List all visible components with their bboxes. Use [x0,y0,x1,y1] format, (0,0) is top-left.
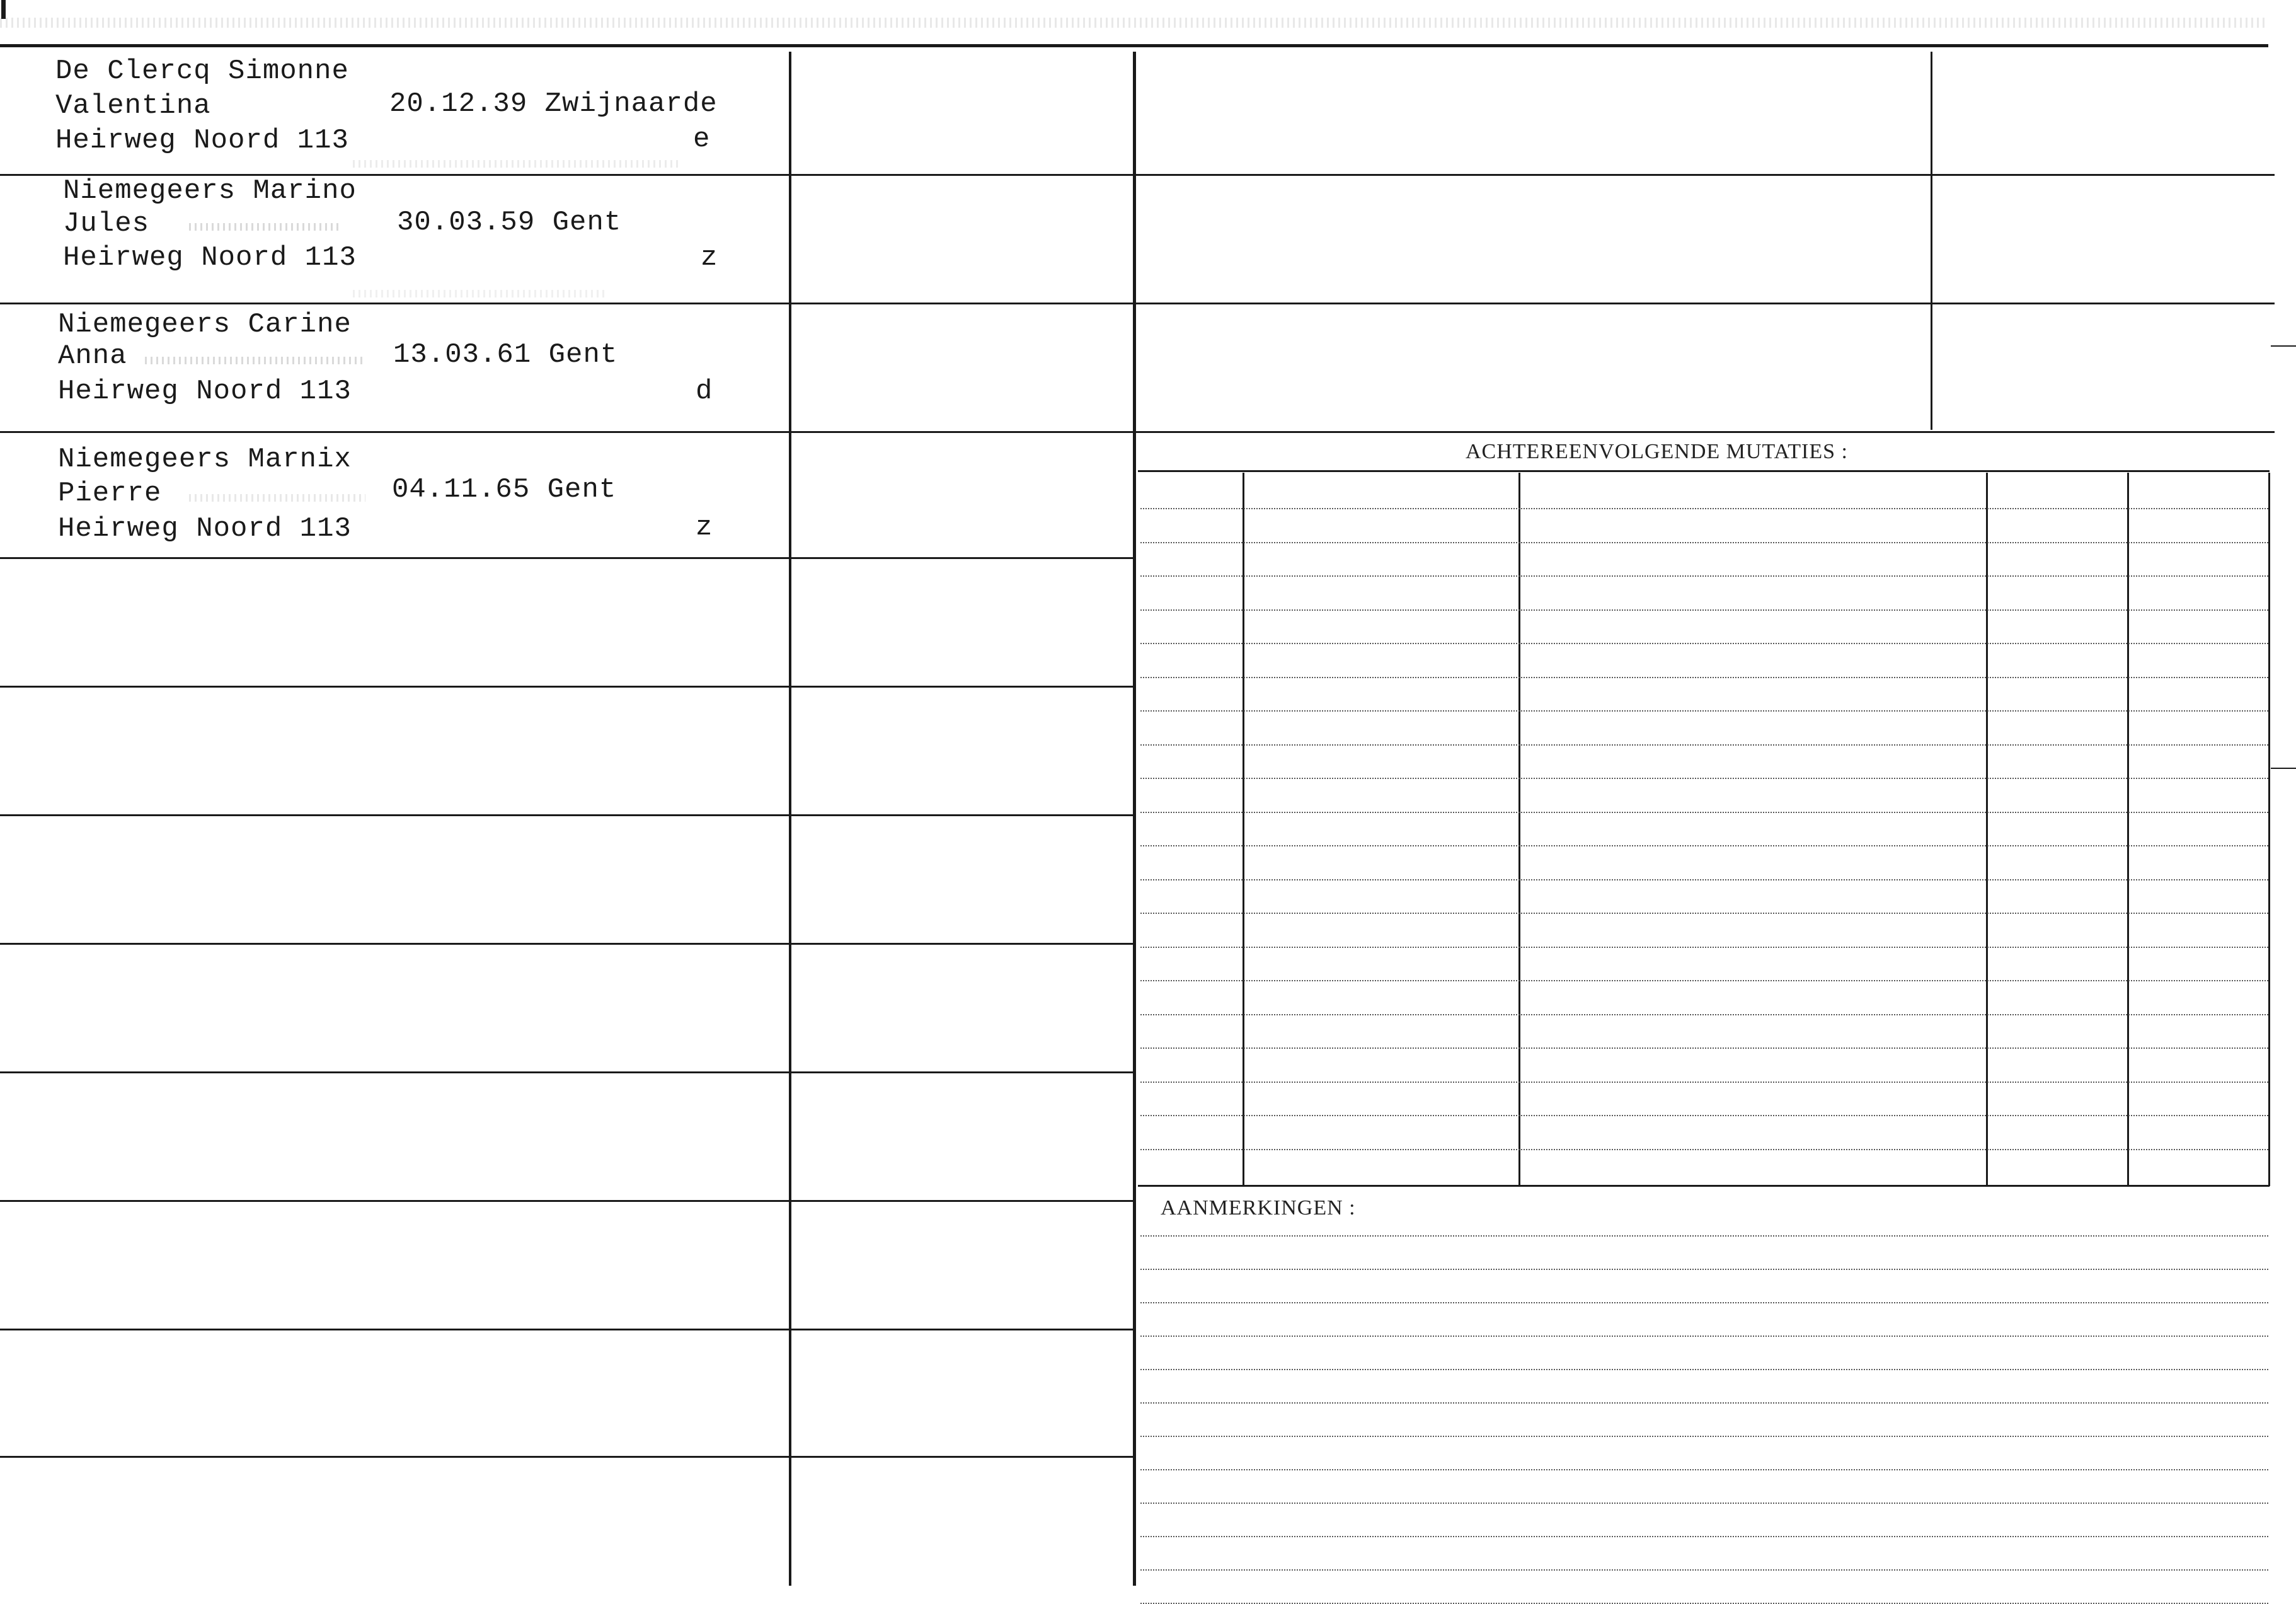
mutation-ruled-line [1140,879,2268,880]
record-name: Niemegeers Carine [58,309,352,340]
mutation-ruled-line [1140,812,2268,813]
mutations-col-line [2268,473,2270,1186]
mutation-ruled-line [1140,710,2268,712]
mutation-ruled-line [1140,1149,2268,1150]
stamp-smudge [189,223,340,231]
row-line [0,1456,1134,1458]
row-line [0,1329,1134,1330]
mutation-ruled-line [1140,1014,2268,1015]
row-line [0,814,1134,816]
remark-ruled-line [1140,1302,2268,1303]
mutation-ruled-line [1140,609,2268,611]
top-border [0,44,2268,47]
remark-ruled-line [1140,1369,2268,1370]
mutation-ruled-line [1140,575,2268,577]
record-birth: 20.12.39 Zwijnaarde [389,88,718,120]
record-given-name: Anna [58,340,127,372]
record-given-name: Valentina [55,90,211,122]
remark-ruled-line [1140,1336,2268,1337]
edge-tick [2271,345,2296,347]
column-divider-1 [789,52,791,1586]
record-code: e [693,124,710,155]
remark-ruled-line [1140,1402,2268,1404]
mutations-col-line [1243,473,1244,1186]
remark-ruled-line [1140,1469,2268,1470]
mutations-col-line [1986,473,1988,1186]
column-divider-2 [1133,52,1136,1586]
record-name: Niemegeers Marnix [58,444,352,475]
record-code: z [701,242,718,274]
record-code: z [696,512,713,543]
mutation-ruled-line [1140,778,2268,779]
record-code: d [696,376,713,407]
mutation-ruled-line [1140,845,2268,846]
remark-ruled-line [1140,1235,2268,1237]
remarks-heading: AANMERKINGEN : [1161,1196,1356,1220]
mutation-ruled-line [1140,913,2268,914]
record-address: Heirweg Noord 113 [58,376,352,407]
record-address: Heirweg Noord 113 [63,242,357,274]
row-line [0,431,2275,433]
stamp-smudge [145,357,365,364]
mutations-bottom-border [1138,1185,2270,1187]
record-name: De Clercq Simonne [55,55,349,87]
right-row-line [1134,303,2275,304]
mutation-ruled-line [1140,744,2268,746]
remark-ruled-line [1140,1536,2268,1537]
mutations-col-line [1518,473,1520,1186]
record-birth: 13.03.61 Gent [393,339,618,371]
record-address: Heirweg Noord 113 [58,513,352,545]
mutation-ruled-line [1140,677,2268,678]
row-line [0,1200,1134,1202]
mutations-top-border [1138,470,2270,472]
right-row-line [1134,174,2275,176]
record-name: Niemegeers Marino [63,175,357,207]
mutation-ruled-line [1140,980,2268,981]
row-line [0,557,1134,559]
mutation-ruled-line [1140,542,2268,543]
row-line [0,686,1134,688]
mutation-ruled-line [1140,508,2268,509]
mutation-ruled-line [1140,947,2268,948]
remark-ruled-line [1140,1503,2268,1504]
record-address: Heirweg Noord 113 [55,125,349,156]
left-edge-mark [1,0,6,19]
stamp-smudge [189,494,365,502]
row-line [0,303,1134,304]
record-given-name: Pierre [58,478,162,509]
column-divider-3 [1931,52,1932,430]
row-line [0,943,1134,945]
mutation-ruled-line [1140,1047,2268,1049]
record-given-name: Jules [63,208,150,239]
mutation-ruled-line [1140,1082,2268,1083]
record-birth: 30.03.59 Gent [397,207,622,238]
record-birth: 04.11.65 Gent [392,474,617,505]
top-smudge [0,18,2268,28]
stamp-smudge [353,290,605,297]
stamp-smudge [353,160,680,168]
remark-ruled-line [1140,1436,2268,1437]
mutation-ruled-line [1140,643,2268,644]
mutations-heading: ACHTEREENVOLGENDE MUTATIES : [1466,440,1848,463]
mutation-ruled-line [1140,1115,2268,1116]
mutations-col-line [2127,473,2129,1186]
edge-tick [2271,768,2296,769]
row-line [0,1071,1134,1073]
remark-ruled-line [1140,1269,2268,1270]
remark-ruled-line [1140,1569,2268,1571]
